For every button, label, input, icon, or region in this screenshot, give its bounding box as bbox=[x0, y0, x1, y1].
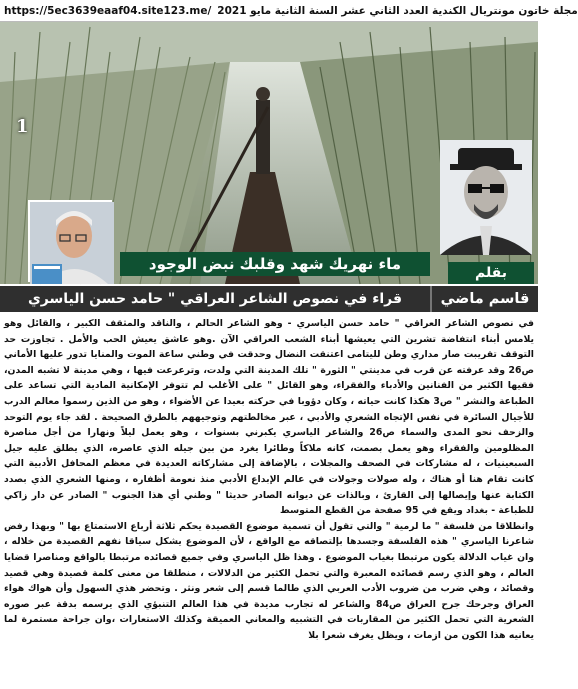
page-number: 1 bbox=[16, 116, 29, 137]
subtitle-bar bbox=[0, 286, 538, 312]
site-url[interactable]: https://5ec3639eaaf04.site123.me/ bbox=[4, 4, 212, 17]
author-name: قاسم ماضي bbox=[430, 286, 538, 312]
cover-photo bbox=[0, 22, 538, 284]
poet-portrait bbox=[28, 200, 112, 282]
author-portrait bbox=[440, 140, 532, 255]
header-bar bbox=[0, 0, 578, 22]
article-banner-title: ماء نهريك شهد وقلبك نبض الوجود bbox=[148, 255, 402, 273]
paragraph: وانطلاقا من فلسفة " ما لرمية " والتي تقول أن تسمية موضوع القصيدة يحكم ثلاثة أرباع الاستمتاع بها " وبهذا رفض شاعرنا الياسري " هذه الفلسفة وجسدها بإلتصاقه مع الواقع ، لأن الموضوع يشكل سياقا نفهم القصيدة من خلاله ، وان غياب الدلالة يكون مرتبطا بغياب الموضوع . وهذا ظل الياسري وفي جميع قصائده مرتبطا بالواقع ومناصرا قضايا العالم ، وهو الذي رسم قصائده المعبرة والتي تحمل الكثير من الدلالات ، منطلقا من معنى كلمة قصيدة وهي قصيد وقصائد ، وهي ضرب من ضروب الأدب العربي الذي طالما قسم إلى شعر ونثر . وتحضر هذي السهول وأن هواك هواء العراق وجرحك جرح العراق ص84 والشاعر له تجارب مديدة في هذا العالم التنبؤي الذي يرسمه بدقة عبر صوره الشعرية التي تحمل الكثير من المقاربات في التشبيه والمعاني العميقة وكذلك الاستعارات ،وان جراحة مستمرة لما يعانيه هذا الكون من ازمات ، ويظل يغرف شعرا بلا bbox=[4, 520, 534, 641]
article-title: قراء في نصوص الشاعر العراقي " حامد حسن الياسري bbox=[27, 291, 403, 307]
article-banner bbox=[120, 252, 430, 276]
magazine-issue-title: مجلة خاتون مونتريال الكندية العدد الثاني عشر السنة الثانية مايو 2021 bbox=[217, 4, 578, 17]
by-label: بقلم bbox=[448, 262, 534, 284]
paragraph: في نصوص الشاعر العراقي " حامد حسن الياسري - وهو الشاعر الحالم ، والناقد والمثقف الكبير ، والقائل وهو يلامس أبناء انتفاضة تشرين التي يعيشها أبناء الشعب العراقي الآن .وهو عاشق يعيش الحب والأمل . تجاوزت حد التوقف تقريبت صار مداري وطن لليتامى اعتنقت النضال وحدقت في وطني ساعة الموت والمنايا تدور عليها الأماني ص26 وقد عرفته عن قرب في مدينتي " الثورة " تلك المدينة التي ولدت، وترعرعت فيها ، وهي مدينة لا تشبه المدن، فقيها الكثير من الفنانين والأدباء والفقراء، وهو القائل " على الأغلب لم تتوفر الإمكانية المادية التي تساعد على الطباعة والنشر " ص3 هكذا كانت حياته ، وكان دؤوبا في حركته بعيدا عن الأضواء ، وهو من الذين رسموا معالم الدرب للأجيال السائرة في نفس الإتجاه الشعري والأدبي ، عبر مخالطتهم وتوجيههم بالطرق الصحيحة . لقد جاء يوم التوحد والزحف نحو المدى والسماء ص26 والشاعر الياسري يكبرني بسنوات ، وهو يعمل ليلاً ونهارا من أجل مناصرة المظلومين والفقراء وهو يعمل بصمت، كانه ملاكاً وطائرا يغرد من بين جيله الذي عاصره، الذي يطلق عليه جيل السبعينيات ، له مشاركات في الصحف والمجلات ، بالإضافة إلى مشاركاته العديدة في معظم المحافل الأدبية التي كانت تقام هنا أو هناك ، وله صولات وجولات في عالم الإبداع الأدبي منذ نعومة أظفاره ، ومنها الشعري الذي بصدد الكتابة عنها وإيصالها إلى القارئ ، وبالذات عن ديوانه الصادر حديثا " وطني أي هذا الجنوب " الصادر عن دار زاكي للطباعة - بغداد ويقع في 95 صفحة من القطع المتوسط bbox=[4, 318, 534, 517]
article-body bbox=[4, 316, 534, 686]
